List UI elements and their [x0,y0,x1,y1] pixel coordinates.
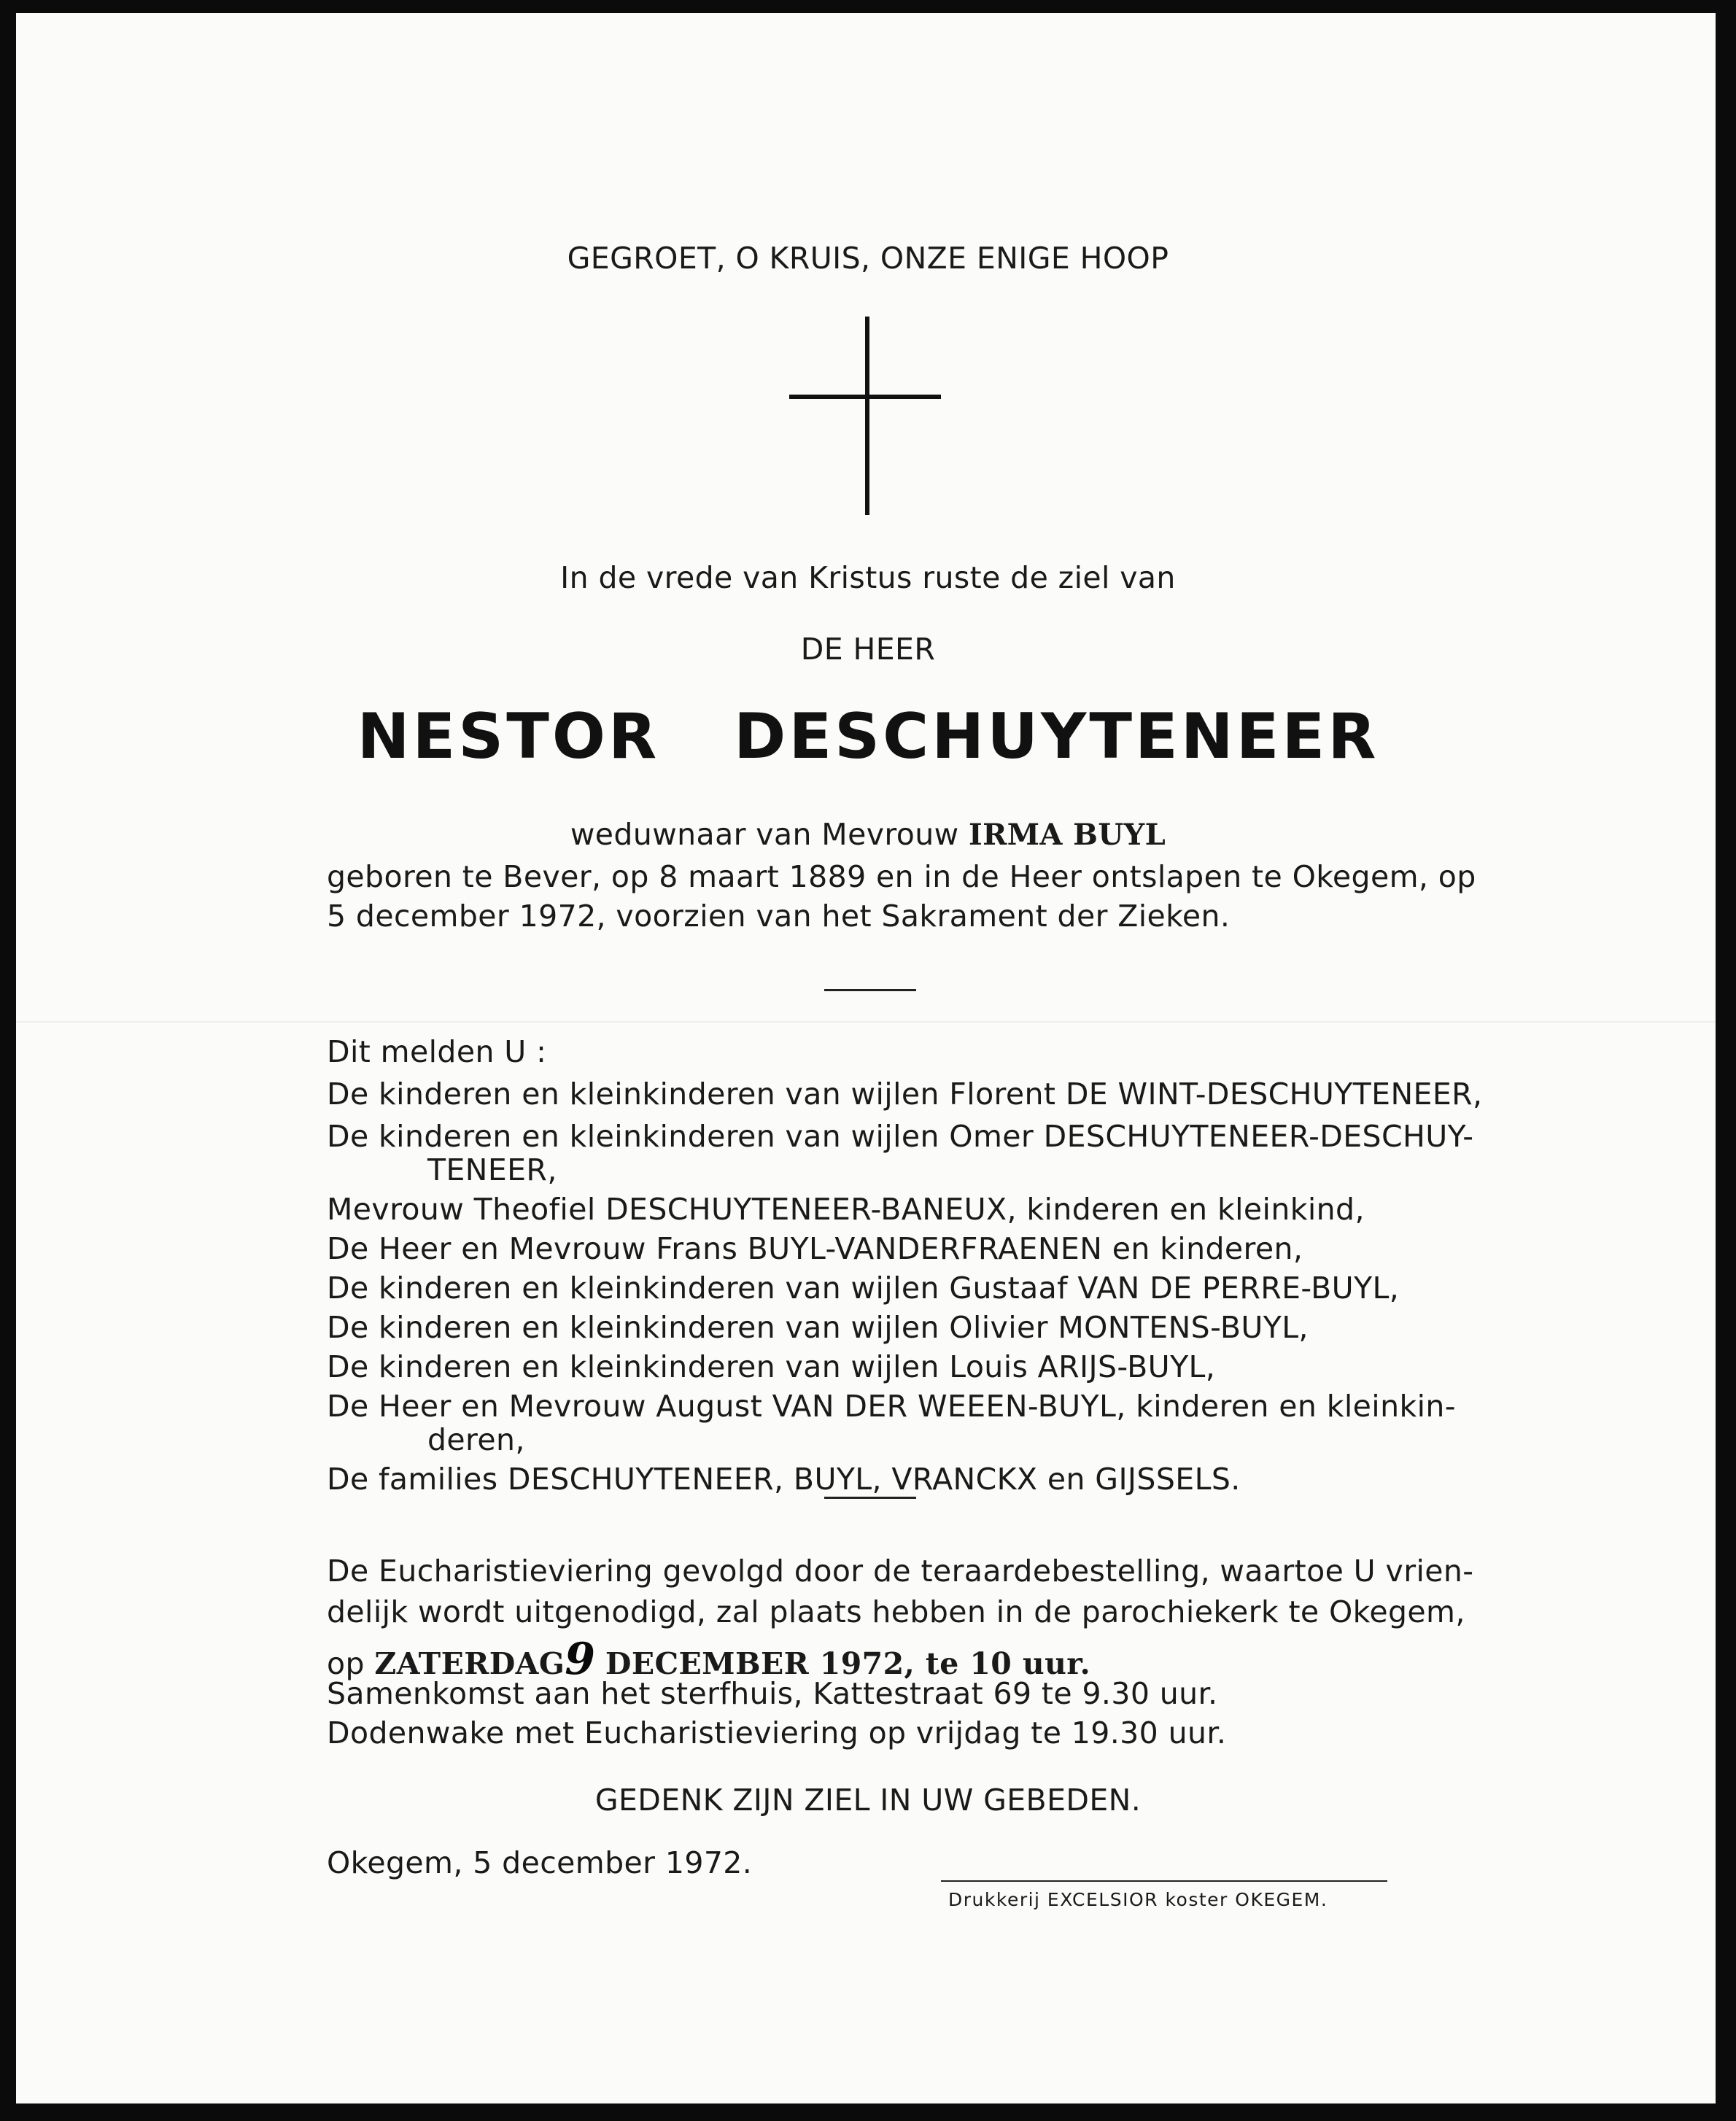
announcer-line: De kinderen en kleinkinderen van wijlen Omer DESCHUYTENEER-DESCHUY- [327,1119,1474,1154]
place-date: Okegem, 5 december 1972. [327,1845,753,1880]
divider [824,1497,916,1499]
announcer-line: TENEER, [427,1152,557,1187]
announcer-line: deren, [427,1422,525,1457]
deceased-name: NESTOR DESCHUYTENEER [357,700,1379,773]
death-line: 5 december 1972, voorzien van het Sakrament der Zieken. [327,899,1231,934]
announcer-line: De kinderen en kleinkinderen van wijlen Florent DE WINT-DESCHUYTENEER, [327,1077,1483,1112]
printer-rule [941,1880,1387,1882]
announcer-line: De Heer en Mevrouw Frans BUYL-VANDERFRAENEN en kinderen, [327,1231,1303,1266]
ceremony-line: De Eucharistieviering gevolgd door de teraardebestelling, waartoe U vrien- [327,1554,1474,1589]
handwritten-day-number: 9 [565,1634,596,1685]
announcer-line: De kinderen en kleinkinderen van wijlen Louis ARIJS-BUYL, [327,1349,1216,1384]
widower-prefix: weduwnaar van Mevrouw [570,817,959,852]
intro-line: In de vrede van Kristus ruste de ziel van [560,560,1176,595]
announcers-heading: Dit melden U : [327,1034,547,1069]
divider [824,989,916,991]
printer-imprint: Drukkerij EXCELSIOR koster OKEGEM. [948,1889,1328,1910]
paper-fold-crease [16,1021,1716,1023]
ceremony-line: delijk wordt uitgenodigd, zal plaats hebben in de parochiekerk te Okegem, [327,1594,1465,1629]
widower-line [0,817,1736,852]
closing-prayer: GEDENK ZIJN ZIEL IN UW GEBEDEN. [594,1783,1142,1818]
ceremony-date-rest: DECEMBER 1972, te 10 uur. [605,1646,1091,1681]
announcer-line: De kinderen en kleinkinderen van wijlen Gustaaf VAN DE PERRE-BUYL, [327,1271,1400,1306]
announcer-line: De Heer en Mevrouw August VAN DER WEEEN-BUYL, kinderen en kleinkin- [327,1389,1456,1424]
meeting-line: Samenkomst aan het sterfhuis, Kattestraat 69 te 9.30 uur. [327,1676,1218,1711]
ceremony-day: ZATERDAG [374,1646,565,1681]
ceremony-op: op [327,1646,365,1681]
announcer-line: Mevrouw Theofiel DESCHUYTENEER-BANEUX, kinderen en kleinkind, [327,1192,1365,1227]
announcer-line: De kinderen en kleinkinderen van wijlen Olivier MONTENS-BUYL, [327,1310,1309,1345]
vigil-line: Dodenwake met Eucharistieviering op vrijdag te 19.30 uur. [327,1715,1227,1750]
announcer-line: De families DESCHUYTENEER, BUYL, VRANCKX en GIJSSELS. [327,1462,1241,1497]
honorific-title: DE HEER [800,632,936,667]
birth-line: geboren te Bever, op 8 maart 1889 en in de Heer ontslapen te Okegem, op [327,859,1476,894]
spouse-name: IRMA BUYL [968,818,1166,852]
motto: GEGROET, O KRUIS, ONZE ENIGE HOOP [567,241,1169,276]
